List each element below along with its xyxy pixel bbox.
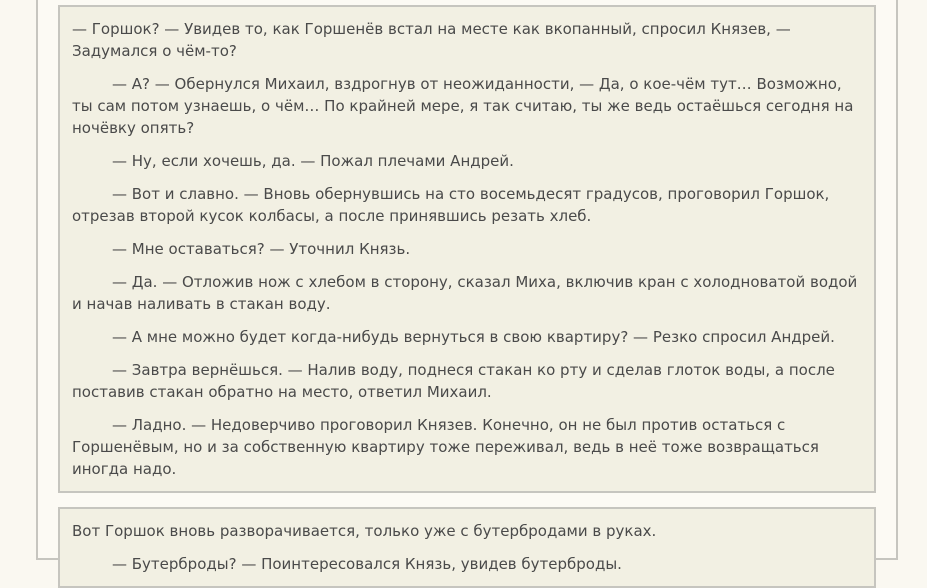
- paragraph: — Горшок? — Увидев то, как Горшенёв встал на месте как вкопанный, спросил Князев, — Задумался о чём-то?: [72, 20, 791, 60]
- paragraph: — Ладно. — Недоверчиво проговорил Князев. Конечно, он не был против остаться с Горшенёвым, но и за собственную квартиру тоже переживал, ведь в неё тоже возвращаться иногда надо.: [72, 416, 819, 478]
- paragraph: — Завтра вернёшься. — Налив воду, поднеся стакан ко рту и сделав глоток воды, а после поставив стакан обратно на место, ответил Михаил.: [72, 361, 835, 401]
- paragraph: — Ну, если хочешь, да. — Пожал плечами Андрей.: [112, 152, 514, 170]
- story-text-block-1: [58, 5, 876, 493]
- story-text-block-2: [58, 507, 876, 588]
- paragraph: — Мне оставаться? — Уточнил Князь.: [112, 240, 411, 258]
- paragraph: Вот Горшок вновь разворачивается, только уже с бутербродами в руках.: [72, 522, 657, 540]
- story-container: [36, 0, 898, 573]
- paragraph: — А? — Обернулся Михаил, вздрогнув от неожиданности, — Да, о кое-чём тут… Возможно, ты сам потом узнаешь, о чём… По крайней мере, я так считаю, ты же ведь остаёшься сегодня на ночёвку опять?: [72, 75, 854, 137]
- paragraph: — Да. — Отложив нож с хлебом в сторону, сказал Миха, включив кран с холодноватой водой и начав наливать в стакан воду.: [72, 273, 858, 313]
- paragraph: — Вот и славно. — Вновь обернувшись на сто восемьдесят градусов, проговорил Горшок, отрезав второй кусок колбасы, а после принявшись резать хлеб.: [72, 185, 830, 225]
- paragraph: — А мне можно будет когда-нибудь вернуться в свою квартиру? — Резко спросил Андрей.: [112, 328, 835, 346]
- paragraph: — Бутерброды? — Поинтересовался Князь, увидев бутерброды.: [112, 555, 622, 573]
